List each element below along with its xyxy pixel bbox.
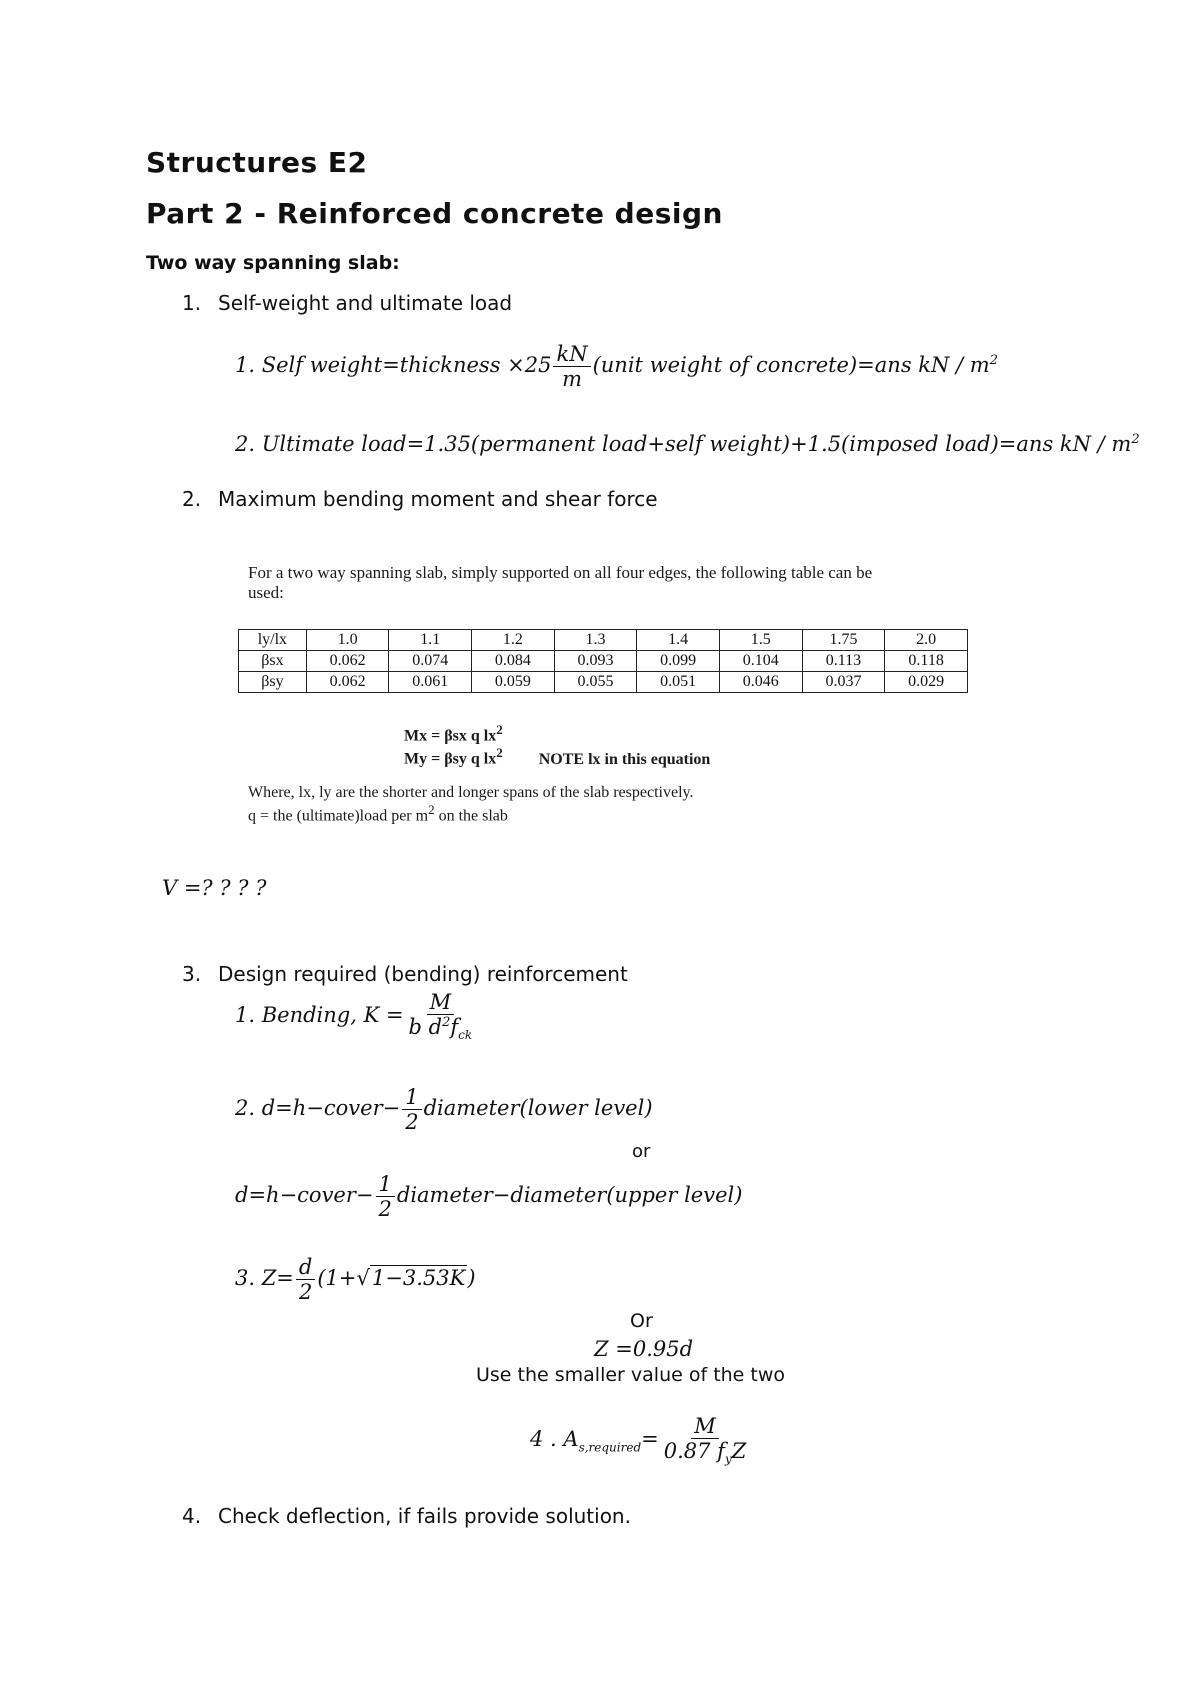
list-number: 4. [182, 1504, 202, 1528]
shear-equation: V =? ? ? ? [162, 876, 267, 900]
bending-k-equation: 1. Bending, K = $\frac{M}{b d^2f_{ck}}$ [235, 990, 477, 1043]
effective-depth-alt-equation: d=h−cover− $\frac{1}{2}$ diameter−diameter(upper level) [235, 1172, 743, 1222]
table-cell: 0.062 [306, 651, 389, 672]
table-cell: 0.093 [554, 651, 637, 672]
table-cell: 0.037 [802, 672, 885, 693]
table-cell: 0.118 [885, 651, 968, 672]
table-cell: 1.2 [472, 630, 555, 651]
use-smaller-note: Use the smaller value of the two [476, 1364, 786, 1386]
mx-equation: Mx = βsx q $lx^2$ [404, 722, 503, 745]
eq-text: 1. Self weight=thickness ×25 [235, 353, 552, 378]
snippet-definitions [248, 784, 693, 825]
table-cell: 1.0 [306, 630, 389, 651]
snippet-intro: For a two way spanning slab, simply supported on all four edges, the following table can be [248, 563, 873, 582]
my-equation: My = βsy q $lx^2$ NOTE lx in this equation [404, 745, 711, 768]
fraction: $\frac{M}{b d^2f_{ck}}$ [408, 990, 473, 1043]
numerator: kN [553, 342, 590, 367]
table-cell: βsy [239, 672, 307, 693]
steel-area-equation: 4 . $A_{s,required}=$ $\frac{M}{0.87 f_yZ}$ [530, 1414, 751, 1467]
table-cell: 0.104 [719, 651, 802, 672]
list-item [182, 1504, 631, 1528]
table-cell: 2.0 [885, 630, 968, 651]
superscript: 2 [989, 353, 998, 369]
table-cell: 0.059 [472, 672, 555, 693]
effective-depth-equation: 2. d=h−cover− $\frac{1}{2}$ diameter(lower level) [235, 1085, 653, 1135]
list-number: 3. [182, 962, 202, 986]
table-cell: βsx [239, 651, 307, 672]
section-heading: Two way spanning slab: [146, 252, 400, 274]
table-cell: 1.5 [719, 630, 802, 651]
document-subtitle: Part 2 - Reinforced concrete design [146, 197, 723, 230]
fraction: $\frac{M}{0.87 f_yZ}$ [663, 1414, 747, 1467]
table-cell: 0.062 [306, 672, 389, 693]
table-cell: 0.113 [802, 651, 885, 672]
table-cell: 0.074 [389, 651, 472, 672]
list-label: Design required (bending) reinforcement [218, 962, 628, 986]
moment-equations [404, 722, 710, 769]
table-cell: 1.3 [554, 630, 637, 651]
table-cell: 0.061 [389, 672, 472, 693]
fraction: $\frac{1}{2}$ [402, 1085, 421, 1134]
ultimate-load-equation [235, 432, 1140, 456]
denominator: m [562, 367, 582, 392]
slab-coefficient-snippet [248, 563, 978, 603]
table-row [239, 651, 968, 672]
list-label: Maximum bending moment and shear force [218, 487, 658, 511]
or-text: or [632, 1141, 651, 1162]
definition-line: q = the (ultimate)load per $m^2$ on the slab [248, 802, 508, 825]
table-cell: 1.1 [389, 630, 472, 651]
list-item [182, 962, 628, 986]
table-cell: 0.084 [472, 651, 555, 672]
list-item [182, 291, 512, 315]
fraction: $\frac{1}{2}$ [376, 1172, 395, 1221]
table-cell: 0.051 [637, 672, 720, 693]
or-text: Or [630, 1310, 653, 1332]
bending-coefficient-table [238, 629, 968, 693]
table-row [239, 672, 968, 693]
lever-arm-equation: 3. Z= $\frac{d}{2}$ (1+√1−3.53K) [235, 1255, 476, 1305]
sqrt-icon: √ [356, 1266, 370, 1291]
list-number: 1. [182, 291, 202, 315]
table-cell: ly/lx [239, 630, 307, 651]
list-item [182, 487, 658, 511]
table-cell: 0.029 [885, 672, 968, 693]
eq-text: (unit weight of concrete)=ans kN / m [592, 353, 990, 378]
list-number: 2. [182, 487, 202, 511]
definition-line: Where, lx, ly are the shorter and longer spans of the slab respectively. [248, 784, 694, 801]
list-label: Check deflection, if fails provide solution. [218, 1504, 631, 1528]
table-cell: 0.055 [554, 672, 637, 693]
table-row [239, 630, 968, 651]
superscript: 2 [1131, 432, 1140, 447]
eq-text: 2. Ultimate load=1.35(permanent load+self weight)+1.5(imposed load)=ans kN / m [235, 432, 1132, 456]
table-cell: 0.099 [637, 651, 720, 672]
table-cell: 1.75 [802, 630, 885, 651]
note-text: NOTE lx in this equation [538, 750, 711, 768]
fraction [553, 342, 590, 391]
self-weight-equation [235, 342, 998, 391]
table-cell: 0.046 [719, 672, 802, 693]
fraction: $\frac{d}{2}$ [296, 1255, 315, 1304]
lever-arm-alt-equation: Z =0.95d [594, 1337, 694, 1361]
snippet-intro: used: [248, 583, 284, 602]
table-cell: 1.4 [637, 630, 720, 651]
document-title: Structures E2 [146, 146, 368, 179]
list-label: Self-weight and ultimate load [218, 291, 513, 315]
